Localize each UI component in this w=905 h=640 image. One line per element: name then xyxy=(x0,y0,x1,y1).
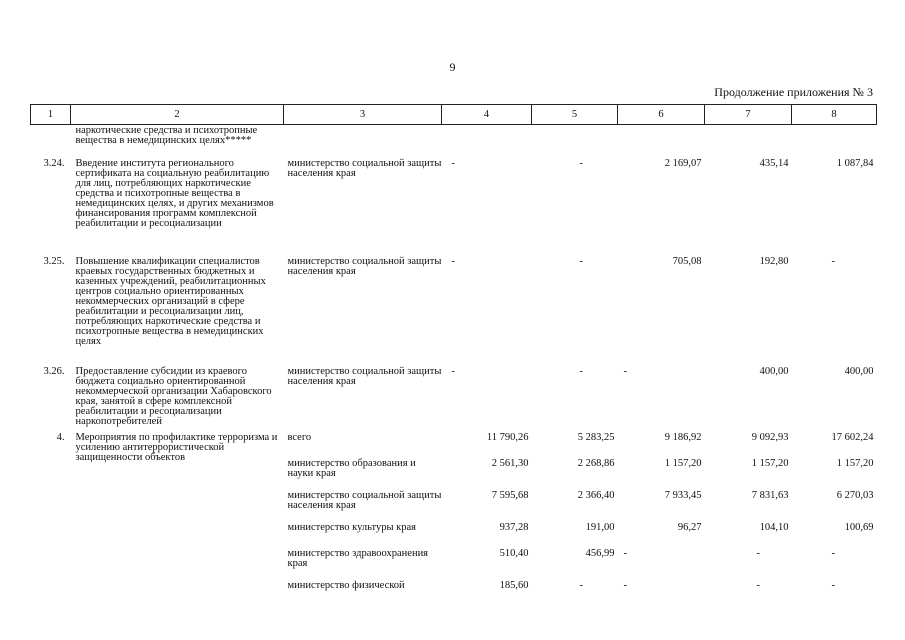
row-executor: министерство социальной защиты населения края xyxy=(287,489,442,511)
value-cell xyxy=(618,459,705,491)
value-cell xyxy=(705,459,792,491)
value-cell xyxy=(442,367,532,433)
value-cell xyxy=(532,491,618,523)
row-executor: министерство социальной защиты населения края xyxy=(287,157,442,179)
value-cell xyxy=(618,433,705,459)
value-cell xyxy=(532,459,618,491)
value-text: 435,14 xyxy=(759,157,789,169)
column-header-2: 2 xyxy=(71,105,284,125)
value-text: 7 595,68 xyxy=(491,489,529,501)
column-header-6: 6 xyxy=(618,105,705,125)
value-cell xyxy=(442,581,532,611)
empty-value-dash: - xyxy=(579,157,583,169)
value-cell xyxy=(705,125,792,159)
value-cell xyxy=(618,257,705,367)
value-cell xyxy=(792,491,877,523)
row-executor xyxy=(284,125,442,159)
row-description: Повышение квалификации специалистов краевых государственных бюджетных и казенных учреждений, реабилитационных центров социально ориентированных некоммерческих организаций в сфере реабилитации и ресоциализации лиц, потребляющих наркотические средства и психотропные вещества в немедицинских целях xyxy=(75,255,266,347)
value-cell xyxy=(705,433,792,459)
value-text: 2 366,40 xyxy=(577,489,615,501)
value-cell xyxy=(705,159,792,257)
empty-value-dash: - xyxy=(831,579,835,591)
value-text: 510,40 xyxy=(499,547,529,559)
value-cell xyxy=(792,459,877,491)
value-cell xyxy=(618,549,705,581)
empty-value-dash: - xyxy=(451,255,455,267)
empty-value-dash: - xyxy=(623,579,627,591)
value-text: 104,10 xyxy=(759,521,789,533)
value-text: 1 157,20 xyxy=(836,457,874,469)
value-text: 1 087,84 xyxy=(836,157,874,169)
row-description: Предоставление субсидии из краевого бюджета социально ориентированной некоммерческой организации Хабаровского края, занятой в сфере комплексной реабилитации и ресоциализации наркопотребителей xyxy=(75,365,272,427)
value-text: 11 790,26 xyxy=(486,431,529,443)
empty-value-dash: - xyxy=(756,547,760,559)
value-cell xyxy=(442,433,532,459)
value-cell xyxy=(618,125,705,159)
value-cell xyxy=(705,367,792,433)
value-cell xyxy=(792,433,877,459)
value-cell xyxy=(792,581,877,611)
value-text: 192,80 xyxy=(759,255,789,267)
empty-value-dash: - xyxy=(579,255,583,267)
value-cell xyxy=(442,523,532,549)
value-text: 17 602,24 xyxy=(831,431,874,443)
empty-value-dash: - xyxy=(579,365,583,377)
empty-value-dash: - xyxy=(451,157,455,169)
value-cell xyxy=(792,159,877,257)
value-cell xyxy=(442,549,532,581)
value-cell xyxy=(532,367,618,433)
table-row xyxy=(31,159,877,257)
value-text: 400,00 xyxy=(759,365,789,377)
value-text: 9 186,92 xyxy=(664,431,702,443)
value-cell xyxy=(792,549,877,581)
table-body xyxy=(31,125,877,611)
value-cell xyxy=(442,459,532,491)
row-executor: министерство здравоохранения края xyxy=(287,547,429,569)
value-cell xyxy=(792,257,877,367)
value-cell xyxy=(618,523,705,549)
row-number xyxy=(31,125,71,159)
column-header-3: 3 xyxy=(284,105,442,125)
table-header xyxy=(31,105,877,125)
value-cell xyxy=(532,433,618,459)
empty-value-dash: - xyxy=(579,579,583,591)
value-text: 1 157,20 xyxy=(664,457,702,469)
value-text: 96,27 xyxy=(677,521,702,533)
appendix-table xyxy=(30,104,877,611)
value-text: 9 092,93 xyxy=(751,431,789,443)
value-cell xyxy=(532,159,618,257)
value-text: 6 270,03 xyxy=(836,489,874,501)
table-row xyxy=(31,125,877,159)
value-cell xyxy=(442,491,532,523)
value-text: 1 157,20 xyxy=(751,457,789,469)
row-number: 4. xyxy=(56,431,65,443)
empty-value-dash: - xyxy=(623,365,627,377)
row-executor: министерство социальной защиты населения края xyxy=(287,255,442,277)
table-row xyxy=(31,367,877,433)
value-cell xyxy=(618,491,705,523)
row-number: 3.24. xyxy=(43,157,65,169)
header-row xyxy=(31,105,877,125)
column-header-4: 4 xyxy=(442,105,532,125)
column-header-1: 1 xyxy=(31,105,71,125)
column-header-5: 5 xyxy=(532,105,618,125)
value-cell xyxy=(532,125,618,159)
row-number: 3.25. xyxy=(43,255,65,267)
value-text: 7 831,63 xyxy=(751,489,789,501)
value-cell xyxy=(618,581,705,611)
row-description: Введение института регионального сертификата на социальную реабилитацию для лиц, потребляющих наркотические средства и психотропные вещества в немедицинских целях, и других механизмов финансирования программ комплексной реабилитации и ресоциализации xyxy=(75,157,274,229)
row-description: наркотические средства и психотропные вещества в немедицинских целях***** xyxy=(75,125,258,146)
value-text: 185,60 xyxy=(499,579,529,591)
value-text: 456,99 xyxy=(585,547,615,559)
table-row xyxy=(31,433,877,459)
value-cell xyxy=(618,367,705,433)
empty-value-dash: - xyxy=(831,255,835,267)
value-cell xyxy=(442,159,532,257)
value-text: 7 933,45 xyxy=(664,489,702,501)
value-cell xyxy=(705,491,792,523)
row-number: 3.26. xyxy=(43,365,65,377)
value-cell xyxy=(792,367,877,433)
empty-value-dash: - xyxy=(623,547,627,559)
row-executor: министерство образования и науки края xyxy=(287,457,416,479)
value-cell xyxy=(532,257,618,367)
value-cell xyxy=(705,549,792,581)
row-executor: министерство физической xyxy=(287,579,405,591)
value-cell xyxy=(792,523,877,549)
value-cell xyxy=(532,549,618,581)
column-header-7: 7 xyxy=(705,105,792,125)
appendix-continuation-label: Продолжение приложения № 3 xyxy=(714,85,873,99)
row-description: Мероприятия по профилактике терроризма и усилению антитеррористической защищенности объектов xyxy=(75,431,278,463)
row-executor: министерство социальной защиты населения края xyxy=(287,365,442,387)
empty-value-dash: - xyxy=(451,365,455,377)
value-cell xyxy=(442,125,532,159)
value-text: 5 283,25 xyxy=(577,431,615,443)
value-cell xyxy=(705,581,792,611)
value-text: 705,08 xyxy=(672,255,702,267)
value-cell xyxy=(442,257,532,367)
value-cell xyxy=(618,159,705,257)
value-text: 2 169,07 xyxy=(664,157,702,169)
row-executor: министерство культуры края xyxy=(287,521,417,533)
value-text: 2 268,86 xyxy=(577,457,615,469)
table-row xyxy=(31,257,877,367)
empty-value-dash: - xyxy=(831,547,835,559)
value-cell xyxy=(532,523,618,549)
page-number: 9 xyxy=(449,60,456,74)
value-cell xyxy=(792,125,877,159)
value-text: 937,28 xyxy=(499,521,529,533)
value-text: 191,00 xyxy=(585,521,615,533)
value-cell xyxy=(532,581,618,611)
empty-value-dash: - xyxy=(756,579,760,591)
column-header-8: 8 xyxy=(792,105,877,125)
value-cell xyxy=(705,523,792,549)
row-executor: всего xyxy=(287,431,312,443)
value-cell xyxy=(705,257,792,367)
value-text: 2 561,30 xyxy=(491,457,529,469)
value-text: 100,69 xyxy=(844,521,874,533)
value-text: 400,00 xyxy=(844,365,874,377)
